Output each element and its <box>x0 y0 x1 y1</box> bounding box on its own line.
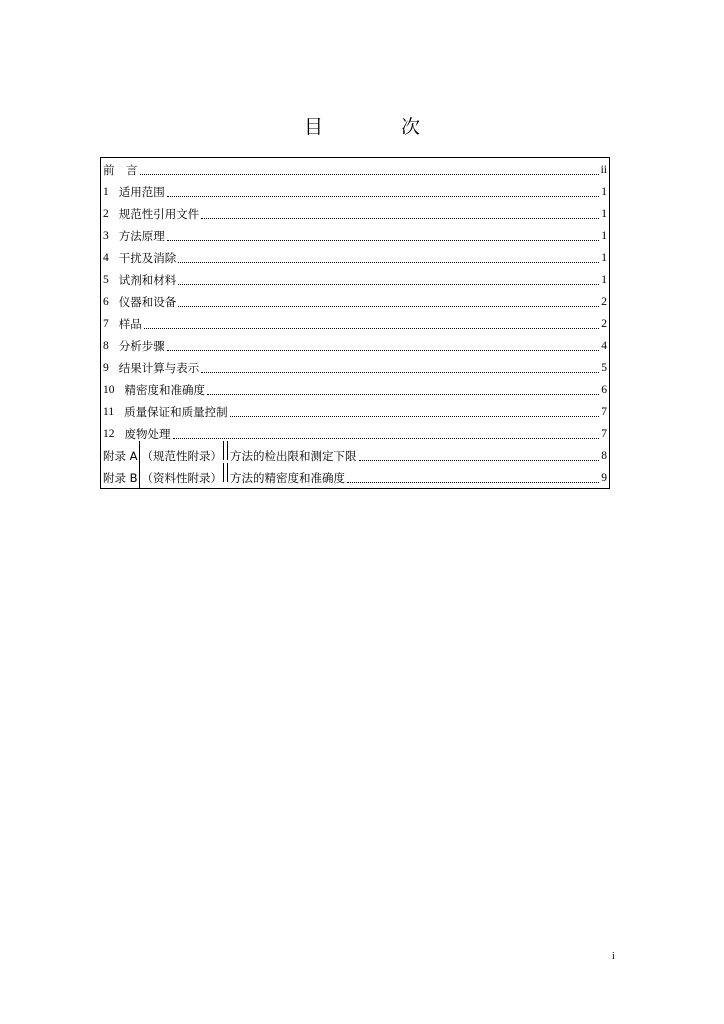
toc-entry-number: 12 <box>103 428 115 440</box>
annex-separator <box>223 441 228 460</box>
toc-entry-page: 1 <box>601 208 607 220</box>
dot-leader <box>167 196 600 197</box>
dot-leader <box>178 284 599 285</box>
toc-entry-page: 8 <box>601 450 607 462</box>
toc-entry-title: 样品 <box>118 317 142 331</box>
toc-entry-page: 1 <box>601 274 607 286</box>
toc-entry-number: 4 <box>103 252 109 264</box>
annex-label: 附录 B <box>103 471 138 485</box>
toc-entry-number: 1 <box>103 186 109 198</box>
toc-entry-page: 1 <box>601 186 607 198</box>
toc-annex-b[interactable] <box>101 466 609 488</box>
toc-entry-page: 7 <box>601 428 607 440</box>
annex-title: 方法的检出限和测定下限 <box>230 449 357 463</box>
dot-leader <box>359 460 600 461</box>
toc-entry-title: 干扰及消除 <box>118 251 177 265</box>
toc-entry-title: 前 言 <box>103 163 138 177</box>
toc-entry-page: 6 <box>601 384 607 396</box>
toc-entry-7[interactable] <box>101 312 609 334</box>
toc-entry-number: 5 <box>103 274 109 286</box>
dot-leader <box>167 240 600 241</box>
toc-entry-title: 精密度和准确度 <box>124 383 205 397</box>
annex-separator <box>139 463 140 488</box>
toc-entry-6[interactable] <box>101 290 609 312</box>
annex-separator <box>223 463 228 482</box>
dot-leader <box>178 306 599 307</box>
dot-leader <box>201 218 599 219</box>
toc-entry-1[interactable] <box>101 180 609 202</box>
page-title: 目 次 <box>303 116 457 138</box>
dot-leader <box>144 328 600 329</box>
annex-type: （规范性附录） <box>141 449 223 463</box>
toc-entry-title: 试剂和材料 <box>118 273 177 287</box>
toc-entry-number: 2 <box>103 208 109 220</box>
toc-entry-page: 9 <box>601 472 607 484</box>
toc-entry-title: 结果计算与表示 <box>118 361 200 375</box>
dot-leader <box>201 372 599 373</box>
toc-entry-page: 5 <box>601 362 607 374</box>
dot-leader <box>173 438 600 439</box>
toc-entry-title: 分析步骤 <box>118 339 165 353</box>
toc-entry-page: 2 <box>601 296 607 308</box>
toc-entry-title: 规范性引用文件 <box>118 207 200 221</box>
toc-entry-number: 3 <box>103 230 109 242</box>
toc-entry-9[interactable] <box>101 356 609 378</box>
annex-title: 方法的精密度和准确度 <box>230 471 346 485</box>
toc-entry-page: 1 <box>601 252 607 264</box>
toc-entry-number: 11 <box>103 406 115 418</box>
dot-leader <box>230 416 600 417</box>
dot-leader <box>207 394 599 395</box>
toc-entry-title: 适用范围 <box>118 185 165 199</box>
toc-entry-number: 10 <box>103 384 115 396</box>
annex-type: （资料性附录） <box>141 471 223 485</box>
toc-entry-page: 7 <box>601 406 607 418</box>
toc-entry-page: 2 <box>601 318 607 330</box>
table-of-contents <box>100 157 610 489</box>
toc-entry-5[interactable] <box>101 268 609 290</box>
toc-entry-12[interactable] <box>101 422 609 444</box>
dot-leader <box>178 262 599 263</box>
dot-leader <box>140 174 599 175</box>
toc-entry-preface[interactable] <box>101 158 609 180</box>
toc-entry-title: 方法原理 <box>118 229 165 243</box>
toc-entry-number: 9 <box>103 362 109 374</box>
toc-entry-title: 仪器和设备 <box>118 295 177 309</box>
toc-entry-11[interactable] <box>101 400 609 422</box>
annex-label: 附录 A <box>103 449 138 463</box>
toc-entry-number: 7 <box>103 318 109 330</box>
toc-entry-number: 8 <box>103 340 109 352</box>
toc-entry-number: 6 <box>103 296 109 308</box>
toc-entry-10[interactable] <box>101 378 609 400</box>
toc-entry-8[interactable] <box>101 334 609 356</box>
toc-entry-3[interactable] <box>101 224 609 246</box>
page-number: i <box>612 951 615 962</box>
toc-entry-2[interactable] <box>101 202 609 224</box>
toc-entry-page: ii <box>600 164 607 176</box>
toc-entry-4[interactable] <box>101 246 609 268</box>
toc-annex-a[interactable] <box>101 444 609 466</box>
toc-entry-title: 质量保证和质量控制 <box>124 405 228 419</box>
dot-leader <box>167 350 600 351</box>
toc-entry-page: 1 <box>601 230 607 242</box>
dot-leader <box>347 482 599 483</box>
toc-entry-page: 4 <box>601 340 607 352</box>
toc-entry-title: 废物处理 <box>124 427 171 441</box>
